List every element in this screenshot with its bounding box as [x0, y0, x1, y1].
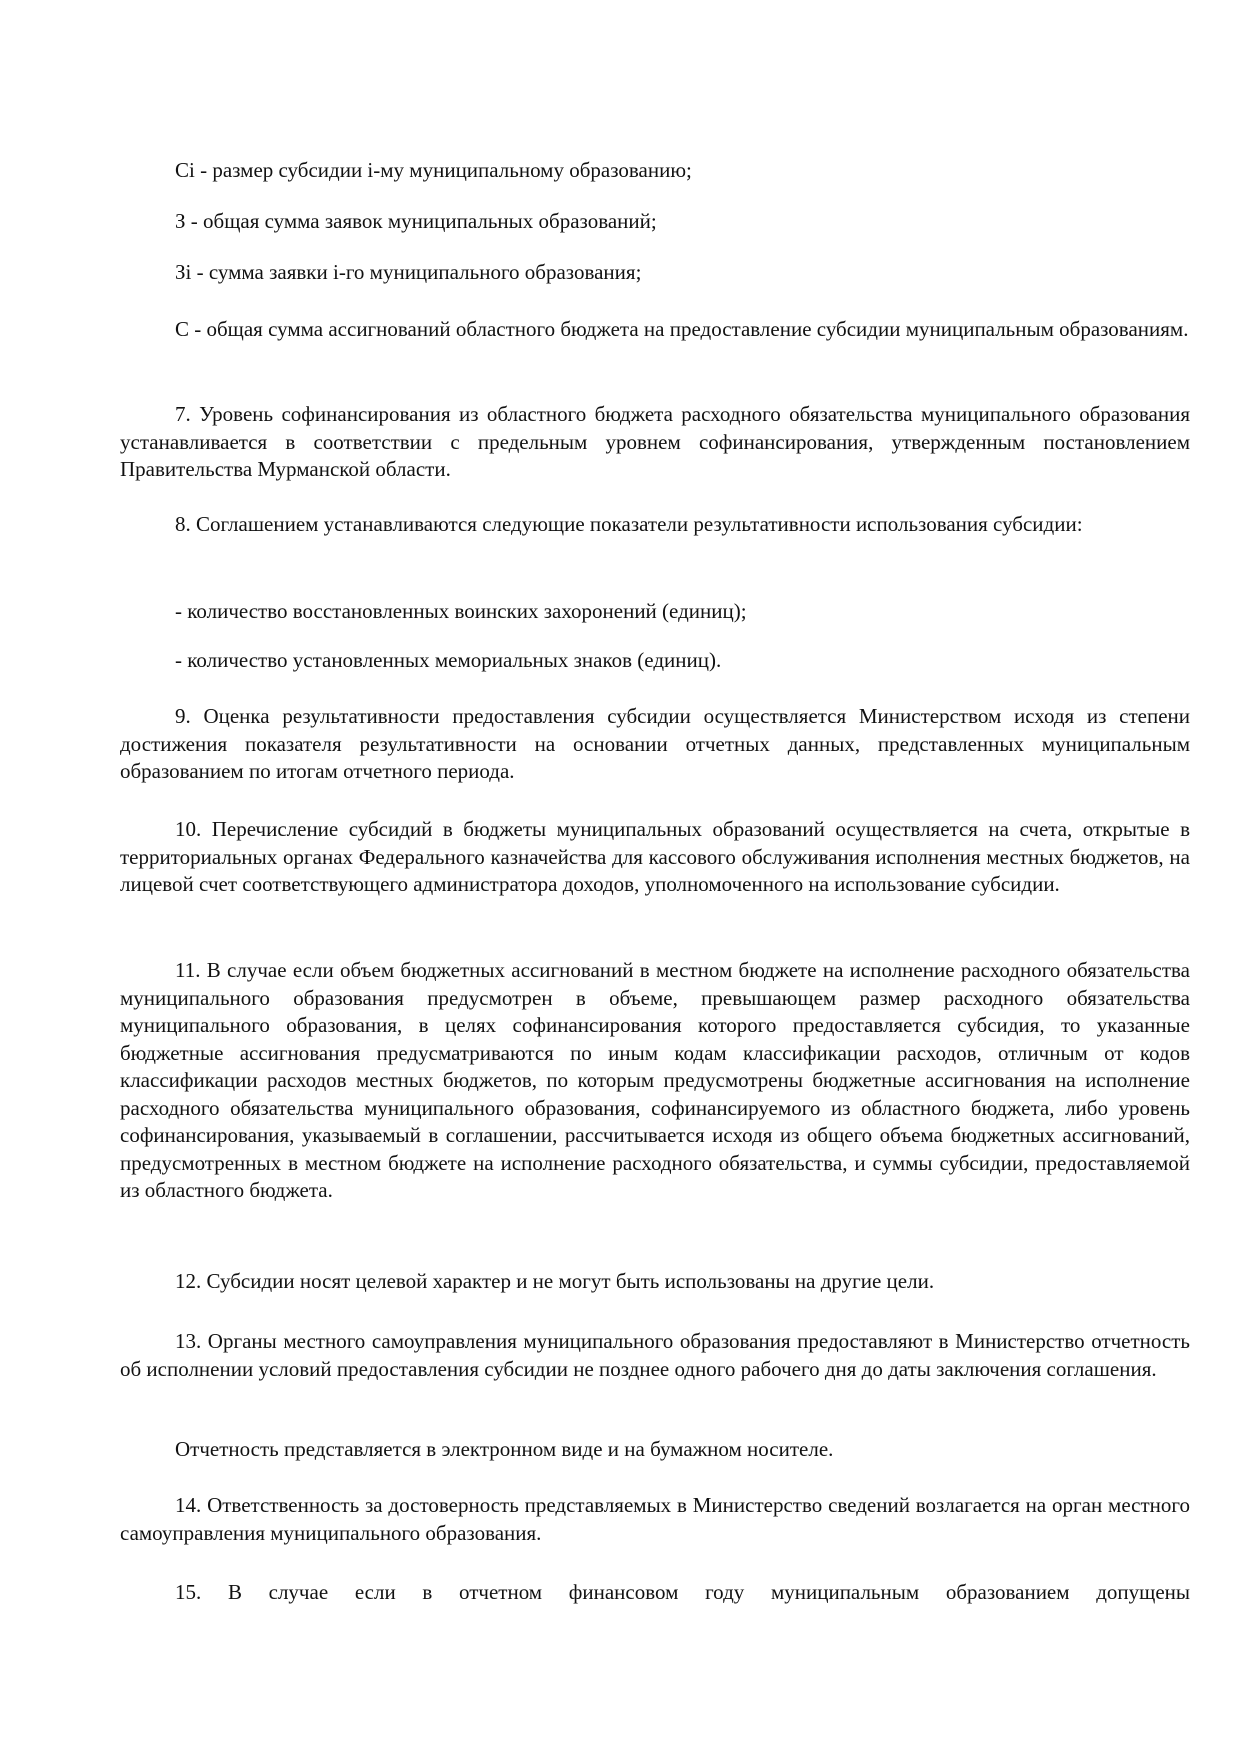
paragraph-zi-definition: Зi - сумма заявки i-го муниципального образования;: [175, 260, 642, 284]
list-item-burials: - количество восстановленных воинских захоронений (единиц);: [175, 599, 747, 623]
paragraph-ci-definition: Сi - размер субсидии i-му муниципальному образованию;: [175, 158, 692, 182]
paragraph-15: 15. В случае если в отчетном финансовом году муниципальным образованием допущены: [175, 1580, 1190, 1604]
paragraph-7: 7. Уровень софинансирования из областного бюджета расходного обязательства муниципального образования устанавливается в соответствии с предельным уровнем софинансирования, утвержденным постановлением Правительства Мурманской области.: [120, 402, 1190, 481]
paragraph-reporting: Отчетность представляется в электронном виде и на бумажном носителе.: [175, 1437, 834, 1461]
paragraph-10: 10. Перечисление субсидий в бюджеты муниципальных образований осуществляется на счета, открытые в территориальных органах Федерального казначейства для кассового обслуживания исполнения местных бюджетов, на лицевой счет соответствующего администратора доходов, уполномоченного на использование субсидии.: [120, 817, 1190, 896]
list-item-memorials: - количество установленных мемориальных знаков (единиц).: [175, 648, 722, 672]
paragraph-12: 12. Субсидии носят целевой характер и не могут быть использованы на другие цели.: [175, 1269, 935, 1293]
paragraph-11: 11. В случае если объем бюджетных ассигнований в местном бюджете на исполнение расходного обязательства муниципального образования предусмотрен в объеме, превышающем размер расходного обязательства муниципального образования, в целях софинансирования которого предоставляется субсидия, то указанные бюджетные ассигнования предусматриваются по иным кодам классификации расходов, отличным от кодов классификации расходов местных бюджетов, по которым предусмотрены бюджетные ассигнования на исполнение расходного обязательства муниципального образования, софинансируемого из областного бюджета, либо уровень софинансирования, указываемый в соглашении, рассчитывается исходя из общего объема бюджетных ассигнований, предусмотренных в местном бюджете на исполнение расходного обязательства, и суммы субсидии, предоставляемой из областного бюджета.: [120, 958, 1190, 1202]
paragraph-9: 9. Оценка результативности предоставления субсидии осуществляется Министерством исходя из степени достижения показателя результативности на основании отчетных данных, представленных муниципальным образованием по итогам отчетного периода.: [120, 704, 1190, 783]
paragraph-c-definition: С - общая сумма ассигнований областного бюджета на предоставление субсидии муниципальным образованиям.: [175, 317, 1189, 341]
paragraph-z-definition: З - общая сумма заявок муниципальных образований;: [175, 209, 657, 233]
paragraph-14: 14. Ответственность за достоверность представляемых в Министерство сведений возлагается на орган местного самоуправления муниципального образования.: [120, 1493, 1190, 1545]
paragraph-8: 8. Соглашением устанавливаются следующие показатели результативности использования субсидии:: [175, 512, 1083, 536]
paragraph-13: 13. Органы местного самоуправления муниципального образования предоставляют в Министерство отчетность об исполнении условий предоставления субсидии не позднее одного рабочего дня до даты заключения соглашения.: [120, 1329, 1190, 1381]
